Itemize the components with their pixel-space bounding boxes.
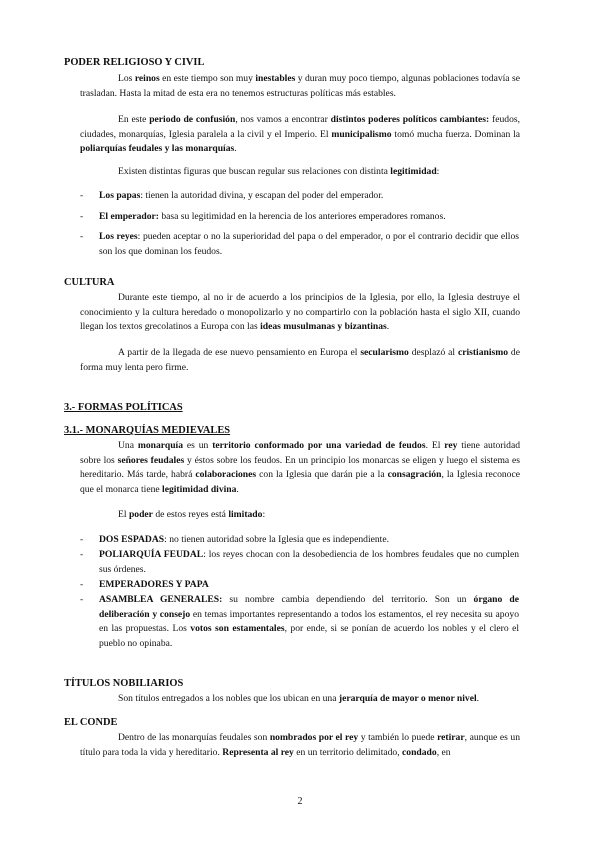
body-text: tomó mucha fuerza. Dominan la (391, 128, 520, 140)
body-text: : pueden aceptar o no la superioridad del papa o del emperador, o por el contrario decidir que ellos son los que dominan los feudos. (99, 231, 519, 257)
emphasis-text: EMPERADORES Y PAPA (99, 579, 209, 590)
list-bullet: - (80, 534, 84, 545)
list-bullet: - (80, 594, 84, 605)
emphasis-text: jerarquía de mayor o menor nivel (338, 693, 477, 704)
body-text: : tienen la autoridad divina, y escapan del poder del emperador. (140, 190, 384, 201)
list-item (99, 548, 519, 577)
emphasis-text: Representa al rey (222, 746, 294, 758)
paragraph (80, 692, 520, 707)
body-text: su nombre cambia dependiendo del territorio. Son un (222, 594, 474, 605)
emphasis-text: territorio conformado por una variedad de feudos (212, 440, 426, 451)
paragraph (80, 113, 520, 157)
body-text: Dentro de las monarquías feudales son (118, 732, 270, 743)
body-text: . (386, 321, 390, 333)
body-text: : (262, 509, 266, 520)
body-text: : (436, 166, 440, 177)
list-bullet: - (80, 579, 84, 590)
paragraph (80, 508, 520, 523)
paragraph (80, 165, 520, 180)
list-item (99, 230, 519, 259)
body-text: En este (118, 114, 150, 125)
body-text: Durante este tiempo, al no ir de acuerdo a los principios de la Iglesia, por ello, la Iglesia destruye el conocimiento y la cultura heredado o monopolizarlo y no compartirlo con la población hasta el siglo XII, cuando llegan los textos grecolatinos a Europa con las (80, 292, 520, 333)
body-text: tiene autoridad sobre los (80, 440, 520, 466)
emphasis-text: DOS ESPADAS (99, 534, 165, 545)
emphasis-text: monarquía (137, 440, 183, 451)
body-text: , aunque es un título para toda la vida y hereditario. (80, 732, 521, 758)
list-item (99, 593, 519, 651)
emphasis-text: reinos (134, 73, 160, 84)
body-text: . (476, 693, 480, 704)
body-text: en temas importantes representando a todos los estamentos, el rey necesita su apoyo en las propuestas. Los (99, 608, 519, 635)
body-text: y duran muy poco tiempo, algunas poblaciones todavía se trasladan. Hasta la mitad de esta era no tenemos estructuras políticas más estables. (80, 73, 520, 99)
emphasis-text: El emperador: (99, 211, 159, 222)
emphasis-text: votos son estamentales (190, 623, 285, 635)
list-item (99, 533, 519, 548)
emphasis-text: condado (402, 746, 437, 758)
body-text: , la Iglesia reconoce que el monarca tiene (80, 469, 520, 495)
list-item (99, 189, 519, 204)
body-text: . (236, 483, 239, 495)
emphasis-text: rey (444, 440, 458, 451)
list-bullet: - (80, 190, 84, 201)
body-text: y también lo puede (358, 732, 438, 743)
body-text: basa su legitimidad en la herencia de los anteriores emperadores romanos. (158, 211, 446, 222)
paragraph (80, 72, 520, 101)
list-bullet: - (80, 549, 84, 560)
heading-cultura: CULTURA (64, 277, 115, 288)
emphasis-text: nombrados por el rey (269, 732, 359, 743)
body-text: , por ende, si se ponían de acuerdo los nobles y el clero el pueblo no opinaba. (99, 623, 519, 649)
body-text: . (234, 143, 237, 155)
emphasis-text: inestables (255, 73, 296, 84)
body-text: de estos reyes está (152, 509, 229, 520)
heading-titulos-nobiliarios: TÍTULOS NOBILIARIOS (64, 678, 184, 689)
list-bullet: - (80, 211, 84, 222)
list-bullet: - (80, 231, 84, 242)
paragraph (80, 439, 520, 497)
emphasis-text: periodo de confusión (149, 114, 236, 125)
heading-formas-politicas: 3.- FORMAS POLÍTICAS (64, 402, 183, 413)
body-text: , en (436, 746, 451, 758)
emphasis-text: cristianismo (457, 347, 509, 358)
body-text: y éstos sobre los feudos. En un principio los monarcas se eligen y luego el sistema es hereditario. Más tarde, habrá (80, 454, 520, 481)
body-text: en un territorio delimitado, (293, 746, 403, 758)
body-text: es un (183, 440, 213, 451)
heading-poder-religioso: PODER RELIGIOSO Y CIVIL (64, 57, 205, 68)
emphasis-text: limitado (228, 509, 263, 520)
emphasis-text: consagración (387, 469, 442, 481)
body-text: A partir de la llegada de ese nuevo pensamiento en Europa el (118, 347, 361, 358)
body-text: El (118, 509, 129, 520)
emphasis-text: legitimidad divina (162, 483, 237, 495)
emphasis-text: ASAMBLEA GENERALES: (99, 594, 223, 605)
body-text: Son títulos entregados a los nobles que los ubican en una (118, 693, 339, 704)
emphasis-text: distintos poderes políticos cambiantes: (330, 114, 490, 125)
body-text: desplazó al (408, 347, 458, 358)
paragraph (80, 346, 520, 375)
emphasis-text: poliarquías feudales y las monarquías (80, 143, 235, 155)
body-text: Los (118, 73, 135, 84)
emphasis-text: ideas musulmanas y bizantinas (260, 321, 387, 333)
list-item (99, 578, 519, 593)
emphasis-text: poder (128, 509, 153, 520)
emphasis-text: Los reyes (99, 231, 138, 242)
paragraph (80, 291, 520, 335)
emphasis-text: señores feudales (117, 454, 185, 466)
body-text: : no tienen autoridad sobre la Iglesia que es independiente. (164, 534, 389, 545)
heading-monarquias-medievales: 3.1.- MONARQUÍAS MEDIEVALES (64, 425, 231, 436)
body-text: feudos, ciudades, monarquías, Iglesia paralela a la civil y el Imperio. El (80, 114, 521, 140)
body-text: Existen distintas figuras que buscan regular sus relaciones con distinta (118, 166, 391, 177)
body-text: en este tiempo son muy (159, 73, 256, 84)
page-number: 2 (297, 796, 303, 807)
heading-el-conde: EL CONDE (64, 717, 118, 728)
emphasis-text: órgano de deliberación y consejo (99, 594, 519, 620)
emphasis-text: POLIARQUÍA FEUDAL (99, 549, 204, 560)
body-text: con la Iglesia que darán pie a la (256, 469, 388, 481)
body-text: : los reyes chocan con la desobediencia de los hombres feudales que no cumplen sus órdenes. (99, 549, 519, 575)
emphasis-text: colaboraciones (195, 469, 257, 481)
body-text: de forma muy lenta pero firme. (80, 347, 520, 373)
emphasis-text: secularismo (360, 347, 409, 358)
body-text: , nos vamos a encontrar (235, 114, 331, 125)
emphasis-text: retirar (437, 732, 465, 743)
list-item (99, 210, 519, 225)
body-text: . El (425, 440, 445, 451)
body-text: Una (118, 440, 138, 451)
paragraph (80, 731, 520, 760)
emphasis-text: legitimidad (390, 166, 437, 177)
emphasis-text: municipalismo (331, 128, 392, 140)
emphasis-text: Los papas (99, 190, 141, 201)
